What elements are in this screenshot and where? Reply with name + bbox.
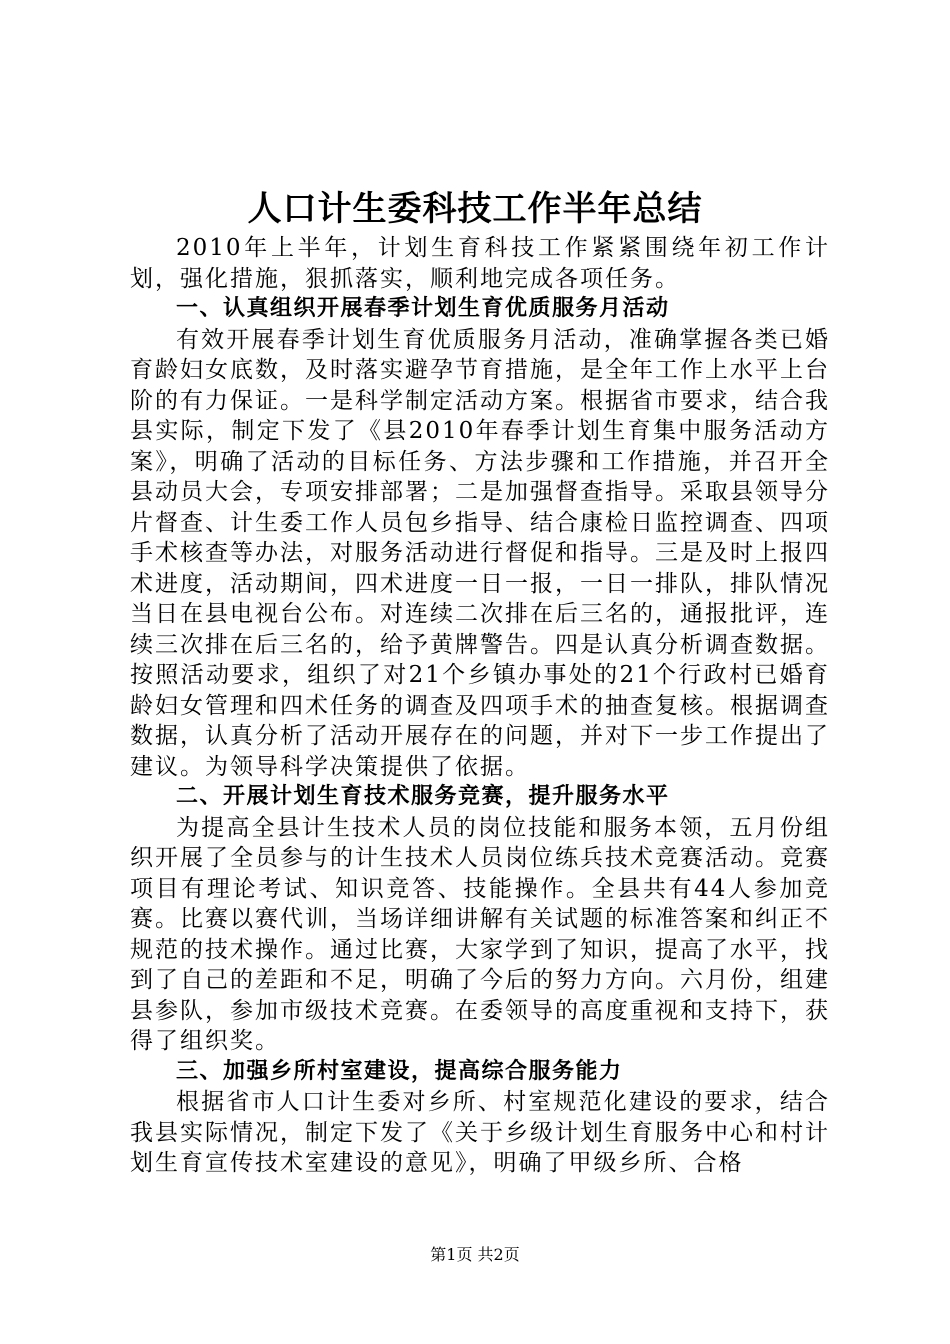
document-title: 人口计生委科技工作半年总结 — [247, 189, 703, 229]
section-1-body: 有效开展春季计划生育优质服务月活动，准确掌握各类已婚育龄妇女底数，及时落实避孕节育措施，是全年工作上水平上台阶的有力保证。一是科学制定活动方案。根据省市要求，结合我县实际，制定下发了《县2010年春季计划生育集中服务活动方案》，明确了活动的目标任务、方法步骤和工作措施，并召开全县动员大会，专项安排部署；二是加强督查指导。采取县领导分片督查、计生委工作人员包乡指导、结合康检日监控调查、四项手术核查等办法，对服务活动进行督促和指导。三是及时上报四术进度，活动期间，四术进度一日一报，一日一排队，排队情况当日在县电视台公布。对连续二次排在后三名的，通报批评，连续三次排在后三名的，给予黄牌警告。四是认真分析调查数据。按照活动要求，组织了对21个乡镇办事处的21个行政村已婚育龄妇女管理和四术任务的调查及四项手术的抽查复核。根据调查数据，认真分析了活动开展存在的问题，并对下一步工作提出了建议。为领导科学决策提供了依据。 — [130, 326, 830, 780]
intro-paragraph: 2010年上半年，计划生育科技工作紧紧围绕年初工作计划，强化措施，狠抓落实，顺利地完成各项任务。 — [130, 235, 830, 292]
section-2-body: 为提高全县计生技术人员的岗位技能和服务本领，五月份组织开展了全员参与的计生技术人员岗位练兵技术竞赛活动。竞赛项目有理论考试、知识竞答、技能操作。全县共有44人参加竞赛。比赛以赛代训，当场详细讲解有关试题的标准答案和纠正不规范的技术操作。通过比赛，大家学到了知识，提高了水平，找到了自己的差距和不足，明确了今后的努力方向。六月份，组建县参队，参加市级技术竞赛。在委领导的高度重视和支持下，获得了组织奖。 — [130, 814, 830, 1054]
section-1-heading: 一、认真组织开展春季计划生育优质服务月活动 — [176, 296, 670, 321]
section-3-body: 根据省市人口计生委对乡所、村室规范化建设的要求，结合我县实际情况，制定下发了《关于乡级计划生育服务中心和村计划生育宣传技术室建设的意见》，明确了甲级乡所、合格 — [130, 1089, 830, 1176]
section-2-heading: 二、开展计划生育技术服务竞赛，提升服务水平 — [176, 784, 670, 809]
section-3-heading: 三、加强乡所村室建设，提高综合服务能力 — [176, 1058, 623, 1084]
document-body — [130, 233, 830, 1179]
page-number-footer: 第1页 共2页 — [430, 1245, 520, 1264]
